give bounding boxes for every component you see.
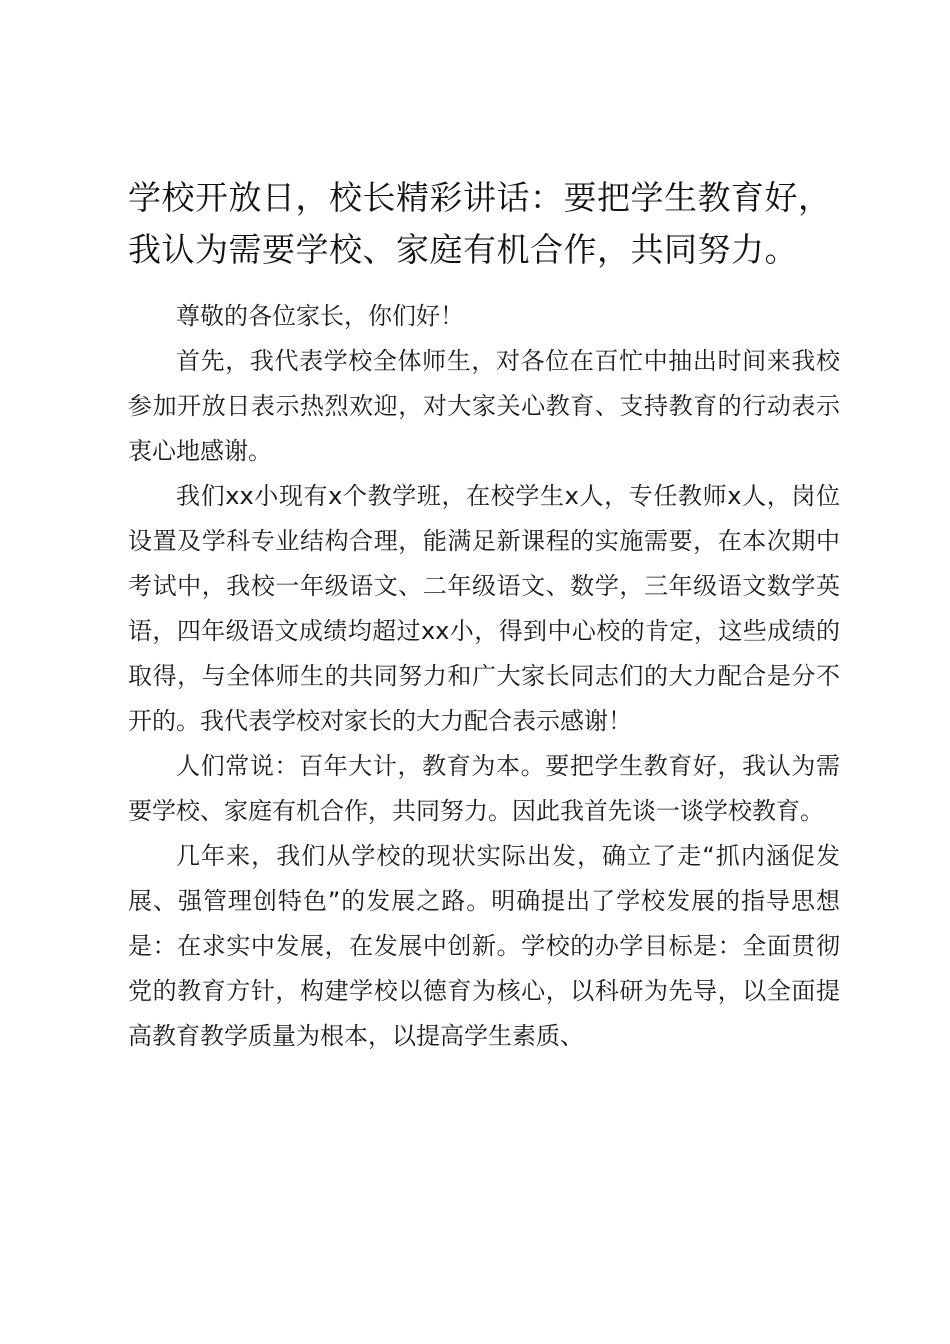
document-title: 学校开放日，校长精彩讲话：要把学生教育好，我认为需要学校、家庭有机合作，共同努力。 [128, 178, 832, 269]
paragraph-education-basis: 人们常说：百年大计，教育为本。要把学生教育好，我认为需要学校、家庭有机合作，共同努力。因此我首先谈一谈学校教育。 [128, 752, 840, 825]
paragraph-greeting: 尊敬的各位家长，你们好！ [176, 302, 464, 330]
paragraph-development-path: 几年来，我们从学校的现状实际出发，确立了走“抓内涵促发展、强管理创特色”的发展之路。明确提出了学校发展的指导思想是：在求实中发展，在发展中创新。学校的办学目标是：全面贯彻党的教育方针，构建学校以德育为核心，以科研为先导，以全面提高教育教学质量为根本，以提高学生素质、 [128, 842, 840, 1050]
document-page [128, 172, 840, 1059]
paragraph-welcome: 首先，我代表学校全体师生，对各位在百忙中抽出时间来我校参加开放日表示热烈欢迎，对大家关心教育、支持教育的行动表示衷心地感谢。 [128, 347, 840, 465]
paragraph-school-overview: 我们xx小现有x个教学班，在校学生x人，专任教师x人，岗位设置及学科专业结构合理，能满足新课程的实施需要，在本次期中考试中，我校一年级语文、二年级语文、数学，三年级语文数学英语，四年级语文成绩均超过xx小，得到中心校的肯定，这些成绩的取得，与全体师生的共同努力和广大家长同志们的大力配合是分不开的。我代表学校对家长的大力配合表示感谢！ [128, 482, 840, 735]
